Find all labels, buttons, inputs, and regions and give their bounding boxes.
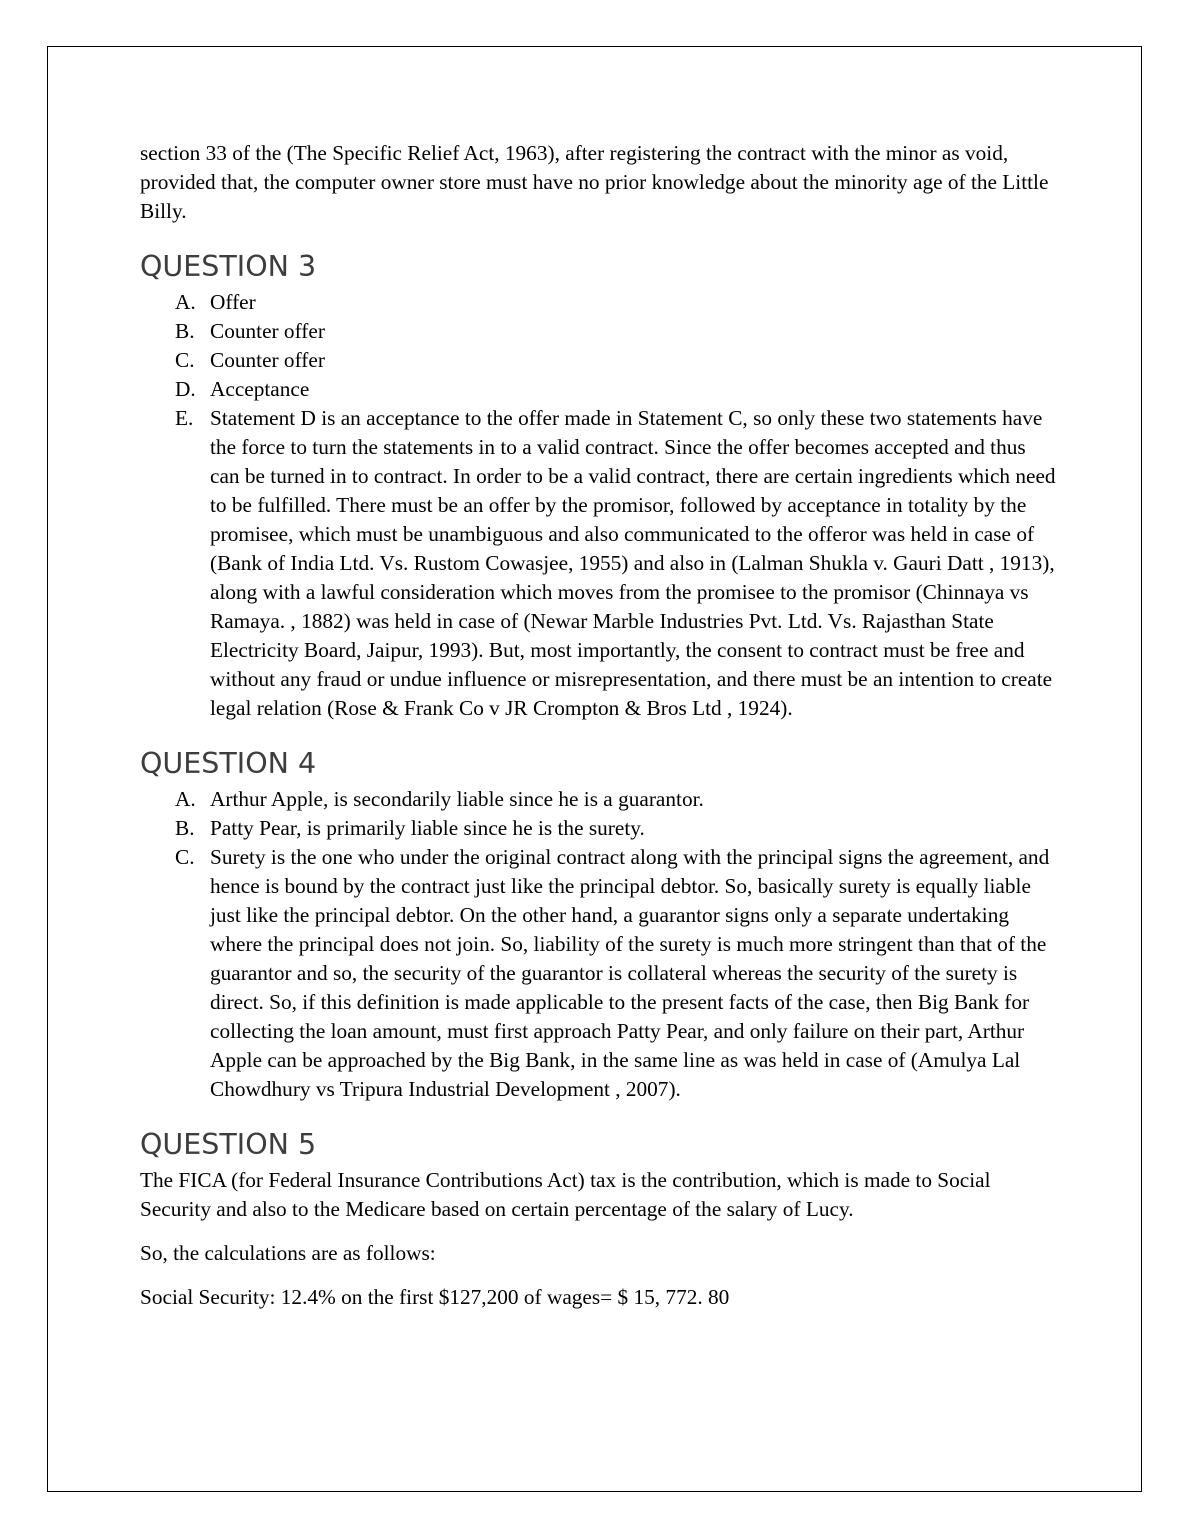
q3-item-e xyxy=(140,404,1060,723)
list-marker: B. xyxy=(175,816,195,840)
question-4-heading: QUESTION 4 xyxy=(140,747,317,780)
q4-item-c xyxy=(140,843,1060,1104)
q4-item-a xyxy=(140,785,1060,814)
document-body xyxy=(140,139,1060,1312)
list-marker: C. xyxy=(175,845,195,869)
question-4-list xyxy=(140,785,1060,1104)
q3-item-d xyxy=(140,375,1060,404)
list-marker: B. xyxy=(175,319,195,343)
q3-item-b xyxy=(140,317,1060,346)
list-item-text: Surety is the one who under the original contract along with the principal signs the agreement, and hence is bound by the contract just like the principal debtor. So, basically surety is equally liable just like the principal debtor. On the other hand, a guarantor signs only a separate undertaking where the principal does not join. So, liability of the surety is much more stringent than that of the guarantor and so, the security of the guarantor is collateral whereas the security of the surety is direct. So, if this definition is made applicable to the present facts of the case, then Big Bank for collecting the loan amount, must first approach Patty Pear, and only failure on their part, Arthur Apple can be approached by the Big Bank, in the same line as was held in case of (Amulya Lal Chowdhury vs Tripura Industrial Development , 2007). xyxy=(210,845,1050,1101)
q3-item-a xyxy=(140,288,1060,317)
question-5-heading: QUESTION 5 xyxy=(140,1128,317,1161)
q3-item-c xyxy=(140,346,1060,375)
list-item-text: Acceptance xyxy=(210,377,310,401)
list-item-text: Counter offer xyxy=(210,319,325,343)
list-item-text: Counter offer xyxy=(210,348,325,372)
question-3-heading: QUESTION 3 xyxy=(140,250,317,283)
list-item-text: Offer xyxy=(210,290,256,314)
q4-item-b xyxy=(140,814,1060,843)
list-marker: A. xyxy=(175,290,196,314)
question-3-list xyxy=(140,288,1060,723)
list-marker: A. xyxy=(175,787,196,811)
fica-paragraph: The FICA (for Federal Insurance Contributions Act) tax is the contribution, which is made to Social Security and also to the Medicare based on certain percentage of the salary of Lucy. xyxy=(140,1168,991,1221)
list-marker: D. xyxy=(175,377,196,401)
list-marker: E. xyxy=(175,406,194,430)
list-item-text: Arthur Apple, is secondarily liable since he is a guarantor. xyxy=(210,787,704,811)
list-item-text: Statement D is an acceptance to the offer made in Statement C, so only these two statements have the force to turn the statements in to a valid contract. Since the offer becomes accepted and thus can be turned in to contract. In order to be a valid contract, there are certain ingredients which need to be fulfilled. There must be an offer by the promisor, followed by acceptance in totality by the promisee, which must be unambiguous and also communicated to the offeror was held in case of (Bank of India Ltd. Vs. Rustom Cowasjee, 1955) and also in (Lalman Shukla v. Gauri Datt , 1913), along with a lawful consideration which moves from the promisee to the promisor (Chinnaya vs Ramaya. , 1882) was held in case of (Newar Marble Industries Pvt. Ltd. Vs. Rajasthan State Electricity Board, Jaipur, 1993). But, most importantly, the consent to contract must be free and without any fraud or undue influence or misrepresentation, and there must be an intention to create legal relation (Rose & Frank Co v JR Crompton & Bros Ltd , 1924). xyxy=(210,406,1056,720)
social-security-line: Social Security: 12.4% on the first $127,200 of wages= $ 15, 772. 80 xyxy=(140,1285,730,1309)
list-item-text: Patty Pear, is primarily liable since he is the surety. xyxy=(210,816,645,840)
list-marker: C. xyxy=(175,348,195,372)
intro-paragraph: section 33 of the (The Specific Relief Act, 1963), after registering the contract with the minor as void, provided that, the computer owner store must have no prior knowledge about the minority age of the Little Billy. xyxy=(140,141,1049,223)
calculations-intro: So, the calculations are as follows: xyxy=(140,1241,436,1265)
